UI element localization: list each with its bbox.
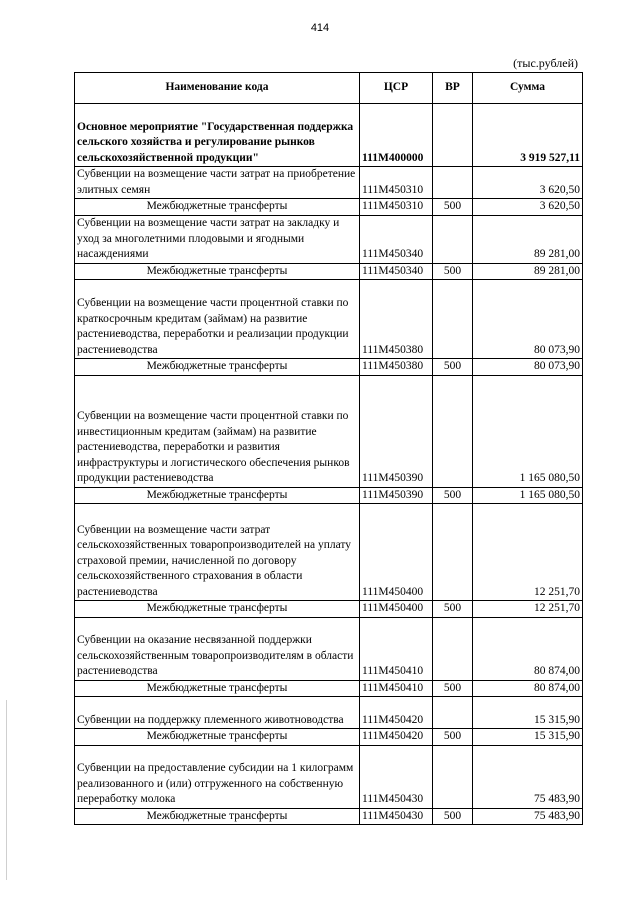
row-csr: 111M450340: [360, 215, 433, 263]
row-vr: [433, 697, 473, 729]
table-row: [75, 680, 583, 697]
row-csr: 111M450430: [360, 745, 433, 808]
row-name: Субвенции на возмещение части затрат на приобретение элитных семян: [75, 167, 360, 199]
table-row: [75, 359, 583, 376]
row-sum: 80 073,90: [473, 359, 583, 376]
row-name: Субвенции на возмещение части затрат на закладку и уход за многолетними плодовыми и ягодными насаждениями: [75, 215, 360, 263]
row-name: Субвенции на предоставление субсидии на 1 килограмм реализованного и (или) отгруженного на собственную переработку молока: [75, 745, 360, 808]
row-vr: [433, 104, 473, 167]
page-number: 414: [310, 22, 330, 34]
row-sum: 89 281,00: [473, 215, 583, 263]
row-vr: [433, 617, 473, 680]
row-csr: 111M450380: [360, 359, 433, 376]
row-vr: 500: [433, 359, 473, 376]
row-name: Субвенции на возмещение части процентной ставки по инвестиционным кредитам (займам) на развитие растениеводства, переработки и развития инфраструктуры и логистического обеспечения рынков продукции растениеводства: [75, 375, 360, 487]
row-sum: 15 315,90: [473, 697, 583, 729]
row-vr: [433, 504, 473, 601]
row-name: Субвенции на возмещение части процентной ставки по краткосрочным кредитам (займам) на развитие растениеводства, переработки и реализации продукции растениеводства: [75, 280, 360, 359]
budget-table: [74, 72, 583, 825]
row-sum: 80 073,90: [473, 280, 583, 359]
row-csr: 111M400000: [360, 104, 433, 167]
row-csr: 111M450380: [360, 280, 433, 359]
table-row: [75, 375, 583, 487]
row-name: Основное мероприятие "Государственная поддержка сельского хозяйства и регулирование рынков сельскохозяйственной продукции": [75, 104, 360, 167]
row-vr: 500: [433, 487, 473, 504]
row-sum: 1 165 080,50: [473, 487, 583, 504]
row-vr: [433, 167, 473, 199]
row-vr: [433, 745, 473, 808]
row-sum: 80 874,00: [473, 617, 583, 680]
row-vr: 500: [433, 808, 473, 825]
row-sum: 1 165 080,50: [473, 375, 583, 487]
row-sum: 3 620,50: [473, 199, 583, 216]
row-name: Межбюджетные трансферты: [75, 487, 360, 504]
row-name: Межбюджетные трансферты: [75, 601, 360, 618]
row-name: Межбюджетные трансферты: [75, 680, 360, 697]
row-csr: 111M450410: [360, 680, 433, 697]
row-vr: 500: [433, 199, 473, 216]
row-csr: 111M450420: [360, 697, 433, 729]
row-csr: 111M450400: [360, 504, 433, 601]
row-name: Субвенции на поддержку племенного животноводства: [75, 697, 360, 729]
table-row: [75, 697, 583, 729]
row-csr: 111M450420: [360, 729, 433, 746]
header-vr: ВР: [433, 73, 473, 104]
table-row: [75, 617, 583, 680]
row-name: Межбюджетные трансферты: [75, 359, 360, 376]
table-row: [75, 280, 583, 359]
table-row: [75, 504, 583, 601]
row-vr: 500: [433, 680, 473, 697]
header-csr: ЦСР: [360, 73, 433, 104]
table-row: [75, 167, 583, 199]
row-csr: 111M450310: [360, 167, 433, 199]
table-header-row: [75, 73, 583, 104]
scan-margin-line: [6, 700, 7, 880]
row-name: Межбюджетные трансферты: [75, 263, 360, 280]
row-sum: 12 251,70: [473, 504, 583, 601]
row-csr: 111M450410: [360, 617, 433, 680]
units-label: (тыс.рублей): [513, 56, 578, 70]
table-row: [75, 215, 583, 263]
table-row: [75, 263, 583, 280]
row-csr: 111M450310: [360, 199, 433, 216]
header-sum: Сумма: [473, 73, 583, 104]
row-sum: 3 620,50: [473, 167, 583, 199]
header-name: Наименование кода: [75, 73, 360, 104]
row-vr: [433, 280, 473, 359]
row-name: Межбюджетные трансферты: [75, 808, 360, 825]
row-vr: 500: [433, 263, 473, 280]
row-vr: 500: [433, 729, 473, 746]
row-sum: 89 281,00: [473, 263, 583, 280]
table-row: [75, 808, 583, 825]
row-csr: 111M450430: [360, 808, 433, 825]
row-csr: 111M450340: [360, 263, 433, 280]
row-sum: 80 874,00: [473, 680, 583, 697]
row-name: Субвенции на оказание несвязанной поддержки сельскохозяйственным товаропроизводителям в области растениеводства: [75, 617, 360, 680]
row-name: Субвенции на возмещение части затрат сельскохозяйственных товаропроизводителей на уплату страховой премии, начисленной по договору сельскохозяйственного страхования в области растениеводства: [75, 504, 360, 601]
row-name: Межбюджетные трансферты: [75, 729, 360, 746]
row-sum: 3 919 527,11: [473, 104, 583, 167]
row-sum: 15 315,90: [473, 729, 583, 746]
row-vr: [433, 375, 473, 487]
row-sum: 75 483,90: [473, 745, 583, 808]
row-csr: 111M450390: [360, 375, 433, 487]
row-sum: 12 251,70: [473, 601, 583, 618]
table-row: [75, 601, 583, 618]
table-row: [75, 104, 583, 167]
row-csr: 111M450390: [360, 487, 433, 504]
row-name: Межбюджетные трансферты: [75, 199, 360, 216]
table-row: [75, 199, 583, 216]
row-vr: 500: [433, 601, 473, 618]
table-row: [75, 487, 583, 504]
table-row: [75, 729, 583, 746]
row-vr: [433, 215, 473, 263]
row-csr: 111M450400: [360, 601, 433, 618]
row-sum: 75 483,90: [473, 808, 583, 825]
table-row: [75, 745, 583, 808]
